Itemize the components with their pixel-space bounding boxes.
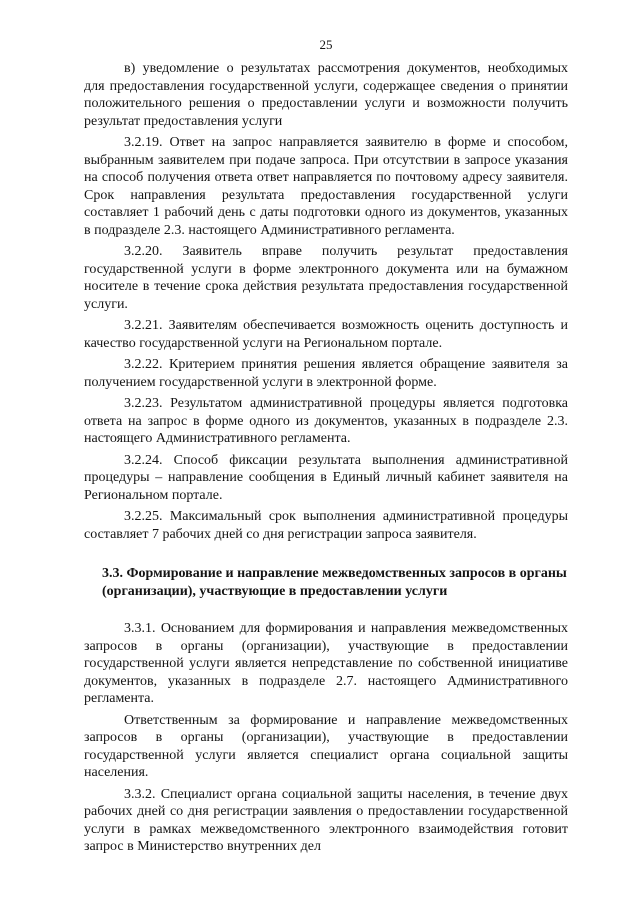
paragraph-3-2-23: 3.2.23. Результатом административной процедуры является подготовка ответа на запрос в форме одного из документов, указанных в подразделе 2.3. настоящего Административного регламента. xyxy=(84,396,568,446)
paragraph-v-notification: в) уведомление о результатах рассмотрения документов, необходимых для предоставления государственной услуги, содержащее сведения о принятии положительного решения о предоставлении услуги и возможности получить результат предоставления услуги xyxy=(84,61,568,129)
paragraph-3-3-1: 3.3.1. Основанием для формирования и направления межведомственных запросов в органы (организации), участвующие в предоставлении государственной услуги является непредставление по собственной инициативе документов, указанных в подразделе 2.7. настоящего Административного регламента. xyxy=(84,621,568,706)
paragraph-responsible: Ответственным за формирование и направление межведомственных запросов в органы (организации), участвующие в предоставлении государственной услуги является специалист органа социальной защиты населения. xyxy=(84,712,568,780)
paragraph-3-2-22: 3.2.22. Критерием принятия решения является обращение заявителя за получением государственной услуги в электронной форме. xyxy=(84,357,568,390)
paragraph-3-2-21: 3.2.21. Заявителям обеспечивается возможность оценить доступность и качество государственной услуги на Региональном портале. xyxy=(84,318,568,351)
paragraph-3-2-20: 3.2.20. Заявитель вправе получить результат предоставления государственной услуги в форме электронного документа или на бумажном носителе в течение срока действия результата предоставления государственной услуги. xyxy=(84,244,568,312)
paragraphs-bottom xyxy=(84,620,568,856)
paragraph-3-2-24: 3.2.24. Способ фиксации результата выполнения административной процедуры – направление сообщения в Единый личный кабинет заявителя на Региональном портале. xyxy=(84,452,568,503)
paragraph-3-3-2: 3.3.2. Специалист органа социальной защиты населения, в течение двух рабочих дней со дня регистрации заявления о предоставлении государственной услуги в рамках межведомственного электронного взаимодействия готовит запрос в Министерство внутренних дел xyxy=(84,786,568,854)
paragraph-3-2-25: 3.2.25. Максимальный срок выполнения административной процедуры составляет 7 рабочих дней со дня регистрации запроса заявителя. xyxy=(84,509,568,542)
page-number: 25 xyxy=(319,37,333,52)
section-heading-3-3: 3.3. Формирование и направление межведомственных запросов в органы (организации), участвующие в предоставлении услуги xyxy=(102,566,567,599)
paragraphs-top xyxy=(84,60,568,543)
paragraph-3-2-19: 3.2.19. Ответ на запрос направляется заявителю в форме и способом, выбранным заявителем при подаче запроса. При отсутствии в запросе указания на способ получения ответа ответ направляется по почтовому адресу заявителя. Срок направления результата предоставления государственной услуги составляет 1 рабочий день с даты подготовки одного из документов, указанных в подразделе 2.3. настоящего Административного регламента. xyxy=(84,135,568,238)
